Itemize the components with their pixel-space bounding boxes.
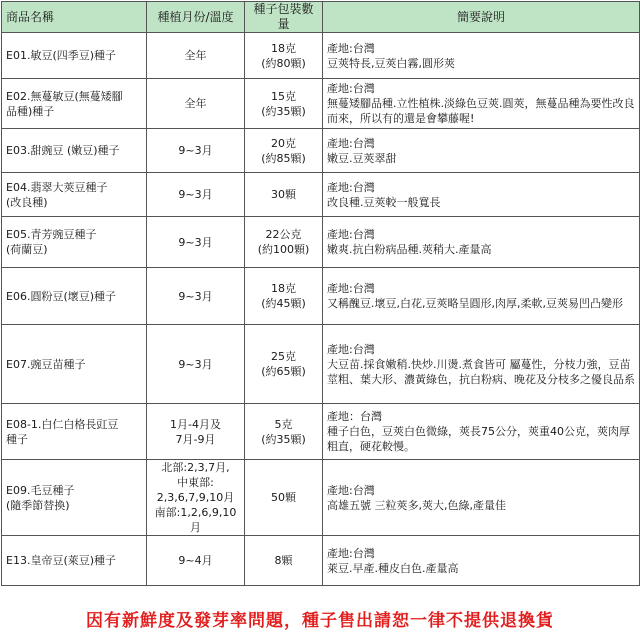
table-row <box>2 268 640 325</box>
table-row <box>2 325 640 404</box>
table-row <box>2 460 640 536</box>
table-row <box>2 217 640 268</box>
planting-season: 9~3月 <box>147 217 245 268</box>
header-name: 商品名稱 <box>2 2 147 33</box>
header-desc: 簡要說明 <box>323 2 640 33</box>
table-row <box>2 536 640 586</box>
table-row <box>2 33 640 79</box>
table-header-row <box>2 2 640 33</box>
table-row <box>2 129 640 173</box>
product-name: E13.皇帝豆(萊豆)種子 <box>2 536 147 586</box>
package-quantity: 8顆 <box>245 536 323 586</box>
planting-season: 北部:2,3,7月, 中東部: 2,3,6,7,9,10月 南部:1,2,6,9,10月 <box>147 460 245 536</box>
product-name: E05.青芳豌豆種子 (荷蘭豆) <box>2 217 147 268</box>
product-description: 產地:台灣 嫩爽.抗白粉病品種.莢稍大.產量高 <box>323 217 640 268</box>
product-description: 產地:台灣 又稱醜豆.壞豆,白花,豆莢略呈圓形,肉厚,柔軟,豆莢易凹凸變形 <box>323 268 640 325</box>
table-row <box>2 79 640 129</box>
package-quantity: 20克 (約85顆) <box>245 129 323 173</box>
product-name: E04.翡翠大莢豆種子 (改良種) <box>2 173 147 217</box>
product-description: 產地：台灣 種子白色，豆莢白色微綠，莢長75公分，莢重40公克，莢肉厚粗直，硬花較慢。 <box>323 404 640 460</box>
planting-season: 9~3月 <box>147 173 245 217</box>
product-name: E01.敏豆(四季豆)種子 <box>2 33 147 79</box>
package-quantity: 18克 (約80顆) <box>245 33 323 79</box>
planting-season: 9~3月 <box>147 325 245 404</box>
planting-season: 1月-4月及 7月-9月 <box>147 404 245 460</box>
product-name: E08-1.白仁白格長豇豆 種子 <box>2 404 147 460</box>
planting-season: 9~3月 <box>147 129 245 173</box>
package-quantity: 18克 (約45顆) <box>245 268 323 325</box>
product-description: 產地:台灣 豆莢特長,豆莢白霧,圓形莢 <box>323 33 640 79</box>
product-description: 產地:台灣 改良種.豆莢較一般寬長 <box>323 173 640 217</box>
package-quantity: 15克 (約35顆) <box>245 79 323 129</box>
product-name: E03.甜豌豆 (嫩豆)種子 <box>2 129 147 173</box>
planting-season: 9~3月 <box>147 268 245 325</box>
package-quantity: 50顆 <box>245 460 323 536</box>
planting-season: 9~4月 <box>147 536 245 586</box>
product-name: E09.毛豆種子 (隨季節替換) <box>2 460 147 536</box>
planting-season: 全年 <box>147 33 245 79</box>
package-quantity: 30顆 <box>245 173 323 217</box>
product-description: 產地:台灣 大豆苗.採食嫩稍.快炒.川燙.煮食皆可 屬蔓性，分枝力強，豆苗莖粗、葉大形、濃黃綠色，抗白粉病、晚花及分枝多之優良品系 <box>323 325 640 404</box>
product-description: 產地:台灣 萊豆.早產.種皮白色.產量高 <box>323 536 640 586</box>
product-name: E06.圓粉豆(壞豆)種子 <box>2 268 147 325</box>
product-description: 產地:台灣 嫩豆.豆莢翠甜 <box>323 129 640 173</box>
product-name: E02.無蔓敏豆(無蔓矮腳 品種)種子 <box>2 79 147 129</box>
no-return-notice: 因有新鮮度及發芽率問題，種子售出請恕一律不提供退換貨 <box>86 611 554 631</box>
product-description: 產地:台灣 高雄五號 三粒莢多,莢大,色綠,產量佳 <box>323 460 640 536</box>
planting-season: 全年 <box>147 79 245 129</box>
product-description: 產地:台灣 無蔓矮腳品種.立性植株.淡綠色豆莢.圓莢，無蔓品種為要性改良而來，所以有的還是會攀藤喔! <box>323 79 640 129</box>
package-quantity: 25克 (約65顆) <box>245 325 323 404</box>
package-quantity: 5克 (約35顆) <box>245 404 323 460</box>
header-season: 種植月份/溫度 <box>147 2 245 33</box>
table-row <box>2 173 640 217</box>
header-qty: 種子包裝數量 <box>245 2 323 33</box>
product-name: E07.豌豆苗種子 <box>2 325 147 404</box>
seed-table <box>1 1 640 586</box>
package-quantity: 22公克 (約100顆) <box>245 217 323 268</box>
table-row <box>2 404 640 460</box>
